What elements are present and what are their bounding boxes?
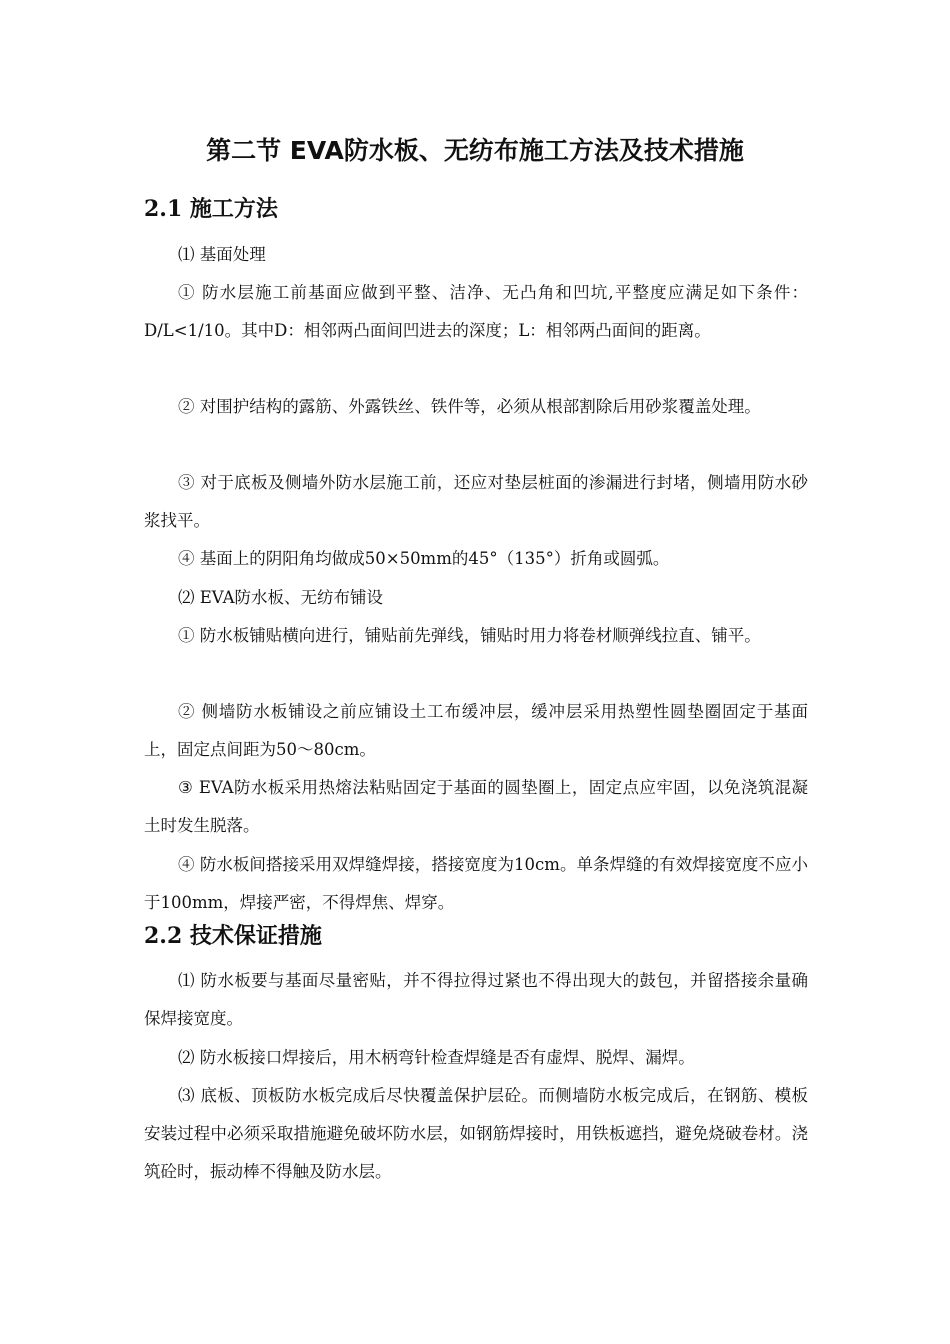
paragraph-1-8: ② 侧墙防水板铺设之前应铺设土工布缓冲层，缓冲层采用热塑性圆垫圈固定于基面上，固定点间距为50～80cm。 [144, 702, 808, 759]
paragraph-1-9: ③ EVA防水板采用热熔法粘贴固定于基面的圆垫圈上，固定点应牢固，以免浇筑混凝土时发生脱落。 [144, 778, 808, 835]
paragraph-1-1: ⑴ 基面处理 [178, 245, 266, 264]
paragraph-2-1: ⑴ 防水板要与基面尽量密贴，并不得拉得过紧也不得出现大的鼓包，并留搭接余量确保焊接宽度。 [144, 971, 808, 1028]
paragraph-1-4: ③ 对于底板及侧墙外防水层施工前，还应对垫层桩面的渗漏进行封堵，侧墙用防水砂浆找平。 [144, 473, 808, 530]
paragraph-1-2: ① 防水层施工前基面应做到平整、洁净、无凸角和凹坑,平整度应满足如下条件：D/L<1/10。其中D：相邻两凸面间凹进去的深度；L：相邻两凸面间的距离。 [144, 283, 808, 340]
section-heading-2-2: 2.2 技术保证措施 [144, 923, 322, 949]
section-heading-2-1: 2.1 施工方法 [144, 196, 278, 222]
paragraph-1-7: ① 防水板铺贴横向进行，铺贴前先弹线，铺贴时用力将卷材顺弹线拉直、铺平。 [178, 626, 761, 645]
page-title: 第二节 EVA防水板、无纺布施工方法及技术措施 [206, 136, 744, 165]
paragraph-1-5: ④ 基面上的阴阳角均做成50×50mm的45°（135°）折角或圆弧。 [178, 549, 670, 568]
paragraph-2-3: ⑶ 底板、顶板防水板完成后尽快覆盖保护层砼。而侧墙防水板完成后，在钢筋、模板安装过程中必须采取措施避免破坏防水层，如钢筋焊接时，用铁板遮挡，避免烧破卷材。浇筑砼时，振动棒不得触及防水层。 [144, 1086, 808, 1181]
paragraph-1-10: ④ 防水板间搭接采用双焊缝焊接，搭接宽度为10cm。单条焊缝的有效焊接宽度不应小于100mm，焊接严密，不得焊焦、焊穿。 [144, 855, 808, 912]
paragraph-1-6: ⑵ EVA防水板、无纺布铺设 [178, 588, 384, 607]
paragraph-2-2: ⑵ 防水板接口焊接后，用木柄弯针检查焊缝是否有虚焊、脱焊、漏焊。 [178, 1048, 695, 1067]
paragraph-1-3: ② 对围护结构的露筋、外露铁丝、铁件等，必须从根部割除后用砂浆覆盖处理。 [178, 397, 761, 416]
